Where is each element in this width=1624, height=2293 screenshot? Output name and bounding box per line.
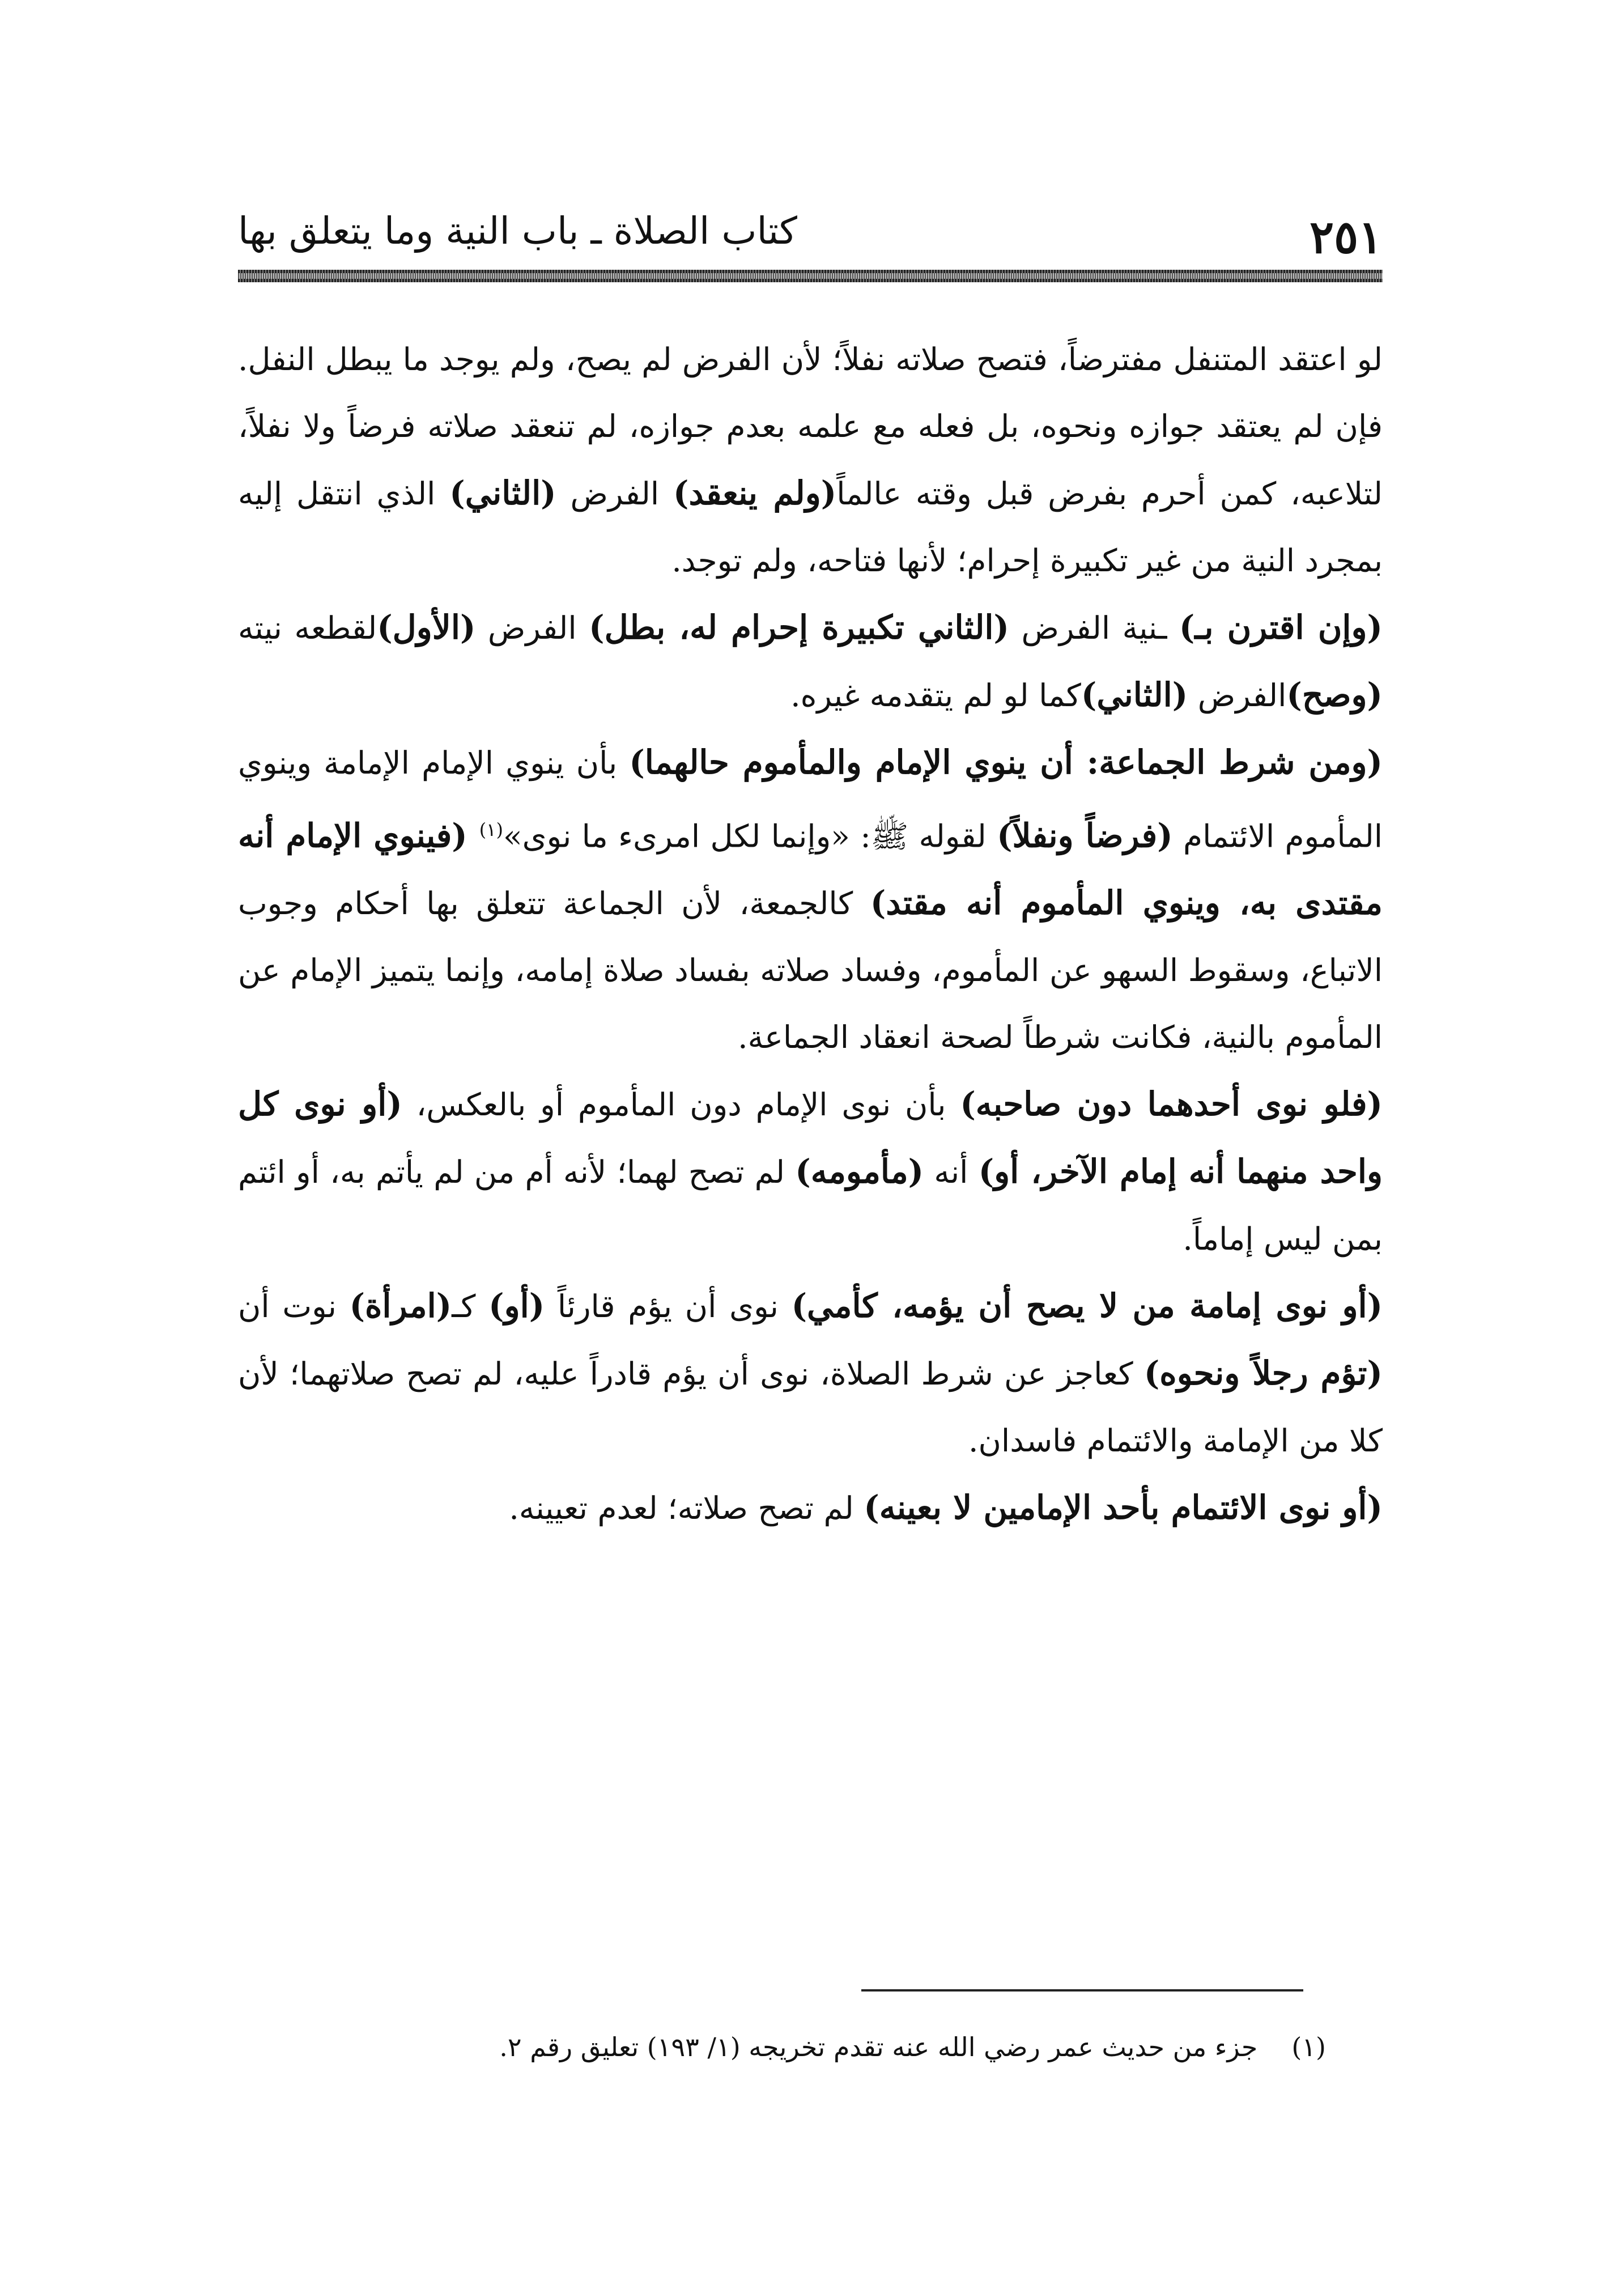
bold-run: (أو نوى الائتمام بأحد الإمامين لا بعينه) <box>864 1488 1383 1527</box>
footnote-text: جزء من حديث عمر رضي الله عنه تقدم تخريجه (١/ ١٩٣) تعليق رقم ٢. <box>499 2032 1258 2062</box>
bold-run: (الثاني) <box>1081 676 1188 714</box>
text-run: نوت أن <box>238 1288 350 1325</box>
bold-run: (أو) <box>488 1286 545 1326</box>
bold-run: (فرضاً ونفلاً) <box>997 816 1173 855</box>
text-run: الفرض <box>556 475 674 512</box>
footnote <box>238 2029 1326 2065</box>
header-divider <box>238 270 1383 282</box>
text-run: بأن نوى الإمام دون المأموم أو بالعكس، <box>402 1086 960 1123</box>
bold-run: (فينوي الإمام أنه مقتدى به، وينوي المأموم أنه مقتد) <box>238 816 1383 923</box>
text-run: الفرض <box>475 610 589 646</box>
text-run: لقوله ﷺ: «وإنما لكل امرىء ما نوى» <box>503 818 997 855</box>
running-title: كتاب الصلاة ـ باب النية وما يتعلق بها <box>238 209 797 253</box>
bold-run: (تؤم رجلاً ونحوه) <box>1143 1354 1383 1393</box>
text-run: كما لو لم يتقدمه غيره. <box>790 677 1081 714</box>
footnote-reference[interactable]: (١) <box>479 819 503 840</box>
text-run: لو اعتقد المتنفل مفترضاً، فتصح صلاته نفلاً؛ لأن الفرض لم يصح، ولم يوجد ما يبطل النفل. فإن لم يعتقد جوازه ونحوه، بل فعله مع علمه بعدم جوازه، لم تنعقد صلاته فرضاً ولا نفلاً، لتلاعبه، كمن أحرم بفرض قبل وقته عالماً <box>238 341 1383 512</box>
main-text <box>238 326 1383 1542</box>
text-run: لم تصح لهما؛ لأنه أم من لم يأتم به، أو ائتم بمن ليس إماماً. <box>238 1154 1383 1258</box>
text-run: لم تصح صلاته؛ لعدم تعيينه. <box>509 1490 864 1527</box>
text-run: كعاجز عن شرط الصلاة، نوى أن يؤم قادراً عليه، لم تصح صلاتهما؛ لأن كلا من الإمامة والائتمام فاسدان. <box>238 1356 1383 1459</box>
paragraph-4 <box>238 1071 1383 1272</box>
text-run: أنه <box>924 1154 979 1191</box>
bold-run: (أو نوى كل واحد منهما أنه إمام الآخر، أو) <box>238 1085 1383 1191</box>
bold-run: (الأول) <box>377 608 476 647</box>
paragraph-5 <box>238 1272 1383 1474</box>
paragraph-6 <box>238 1474 1383 1542</box>
text-run: كالجمعة، لأن الجماعة تتعلق بها أحكام وجوب الاتباع، وسقوط السهو عن المأموم، وفساد صلاته بفساد صلاة إمامه، وإنما يتميز الإمام عن المأموم بالنية، فكانت شرطاً لصحة انعقاد الجماعة. <box>238 885 1383 1056</box>
bold-run: (أو نوى إمامة من لا يصح أن يؤمه، كأمي) <box>791 1286 1383 1326</box>
paragraph-3 <box>238 729 1383 1071</box>
page-header <box>238 193 1383 272</box>
paragraph-2 <box>238 594 1383 729</box>
bold-run: (ومن شرط الجماعة: أن ينوي الإمام والمأموم حالهما) <box>629 743 1383 782</box>
text-run: الفرض <box>1188 677 1287 714</box>
bold-run: (وإن اقترن بـ) <box>1179 608 1383 647</box>
bold-run: (الثاني) <box>449 474 556 512</box>
text-run: ـنية الفرض <box>1009 610 1179 646</box>
paragraph-1 <box>238 326 1383 594</box>
footnote-divider <box>861 1989 1303 1991</box>
bold-run: (وصح) <box>1286 676 1383 714</box>
text-run: نوى أن يؤم قارئاً <box>545 1288 792 1325</box>
bold-run: (امرأة) <box>349 1286 452 1326</box>
bold-run: (فلو نوى أحدهما دون صاحبه) <box>960 1085 1383 1124</box>
page-number: ٢٥١ <box>1310 210 1383 264</box>
footnote-marker: (١) <box>1291 2032 1326 2062</box>
bold-run: (مأمومه) <box>795 1152 924 1191</box>
text-run: الذي انتقل إليه بمجرد النية من غير تكبيرة إحرام؛ لأنها فتاحه، ولم توجد. <box>238 475 1383 579</box>
bold-run: (الثاني تكبيرة إحرام له، بطل) <box>589 608 1009 647</box>
text-run: بأن ينوي الإمام الإمامة وينوي المأموم الائتمام <box>238 745 1383 855</box>
bold-run: (ولم ينعقد) <box>673 474 837 512</box>
text-run: كـ <box>452 1288 489 1325</box>
text-run: لقطعه نيته <box>238 610 377 646</box>
